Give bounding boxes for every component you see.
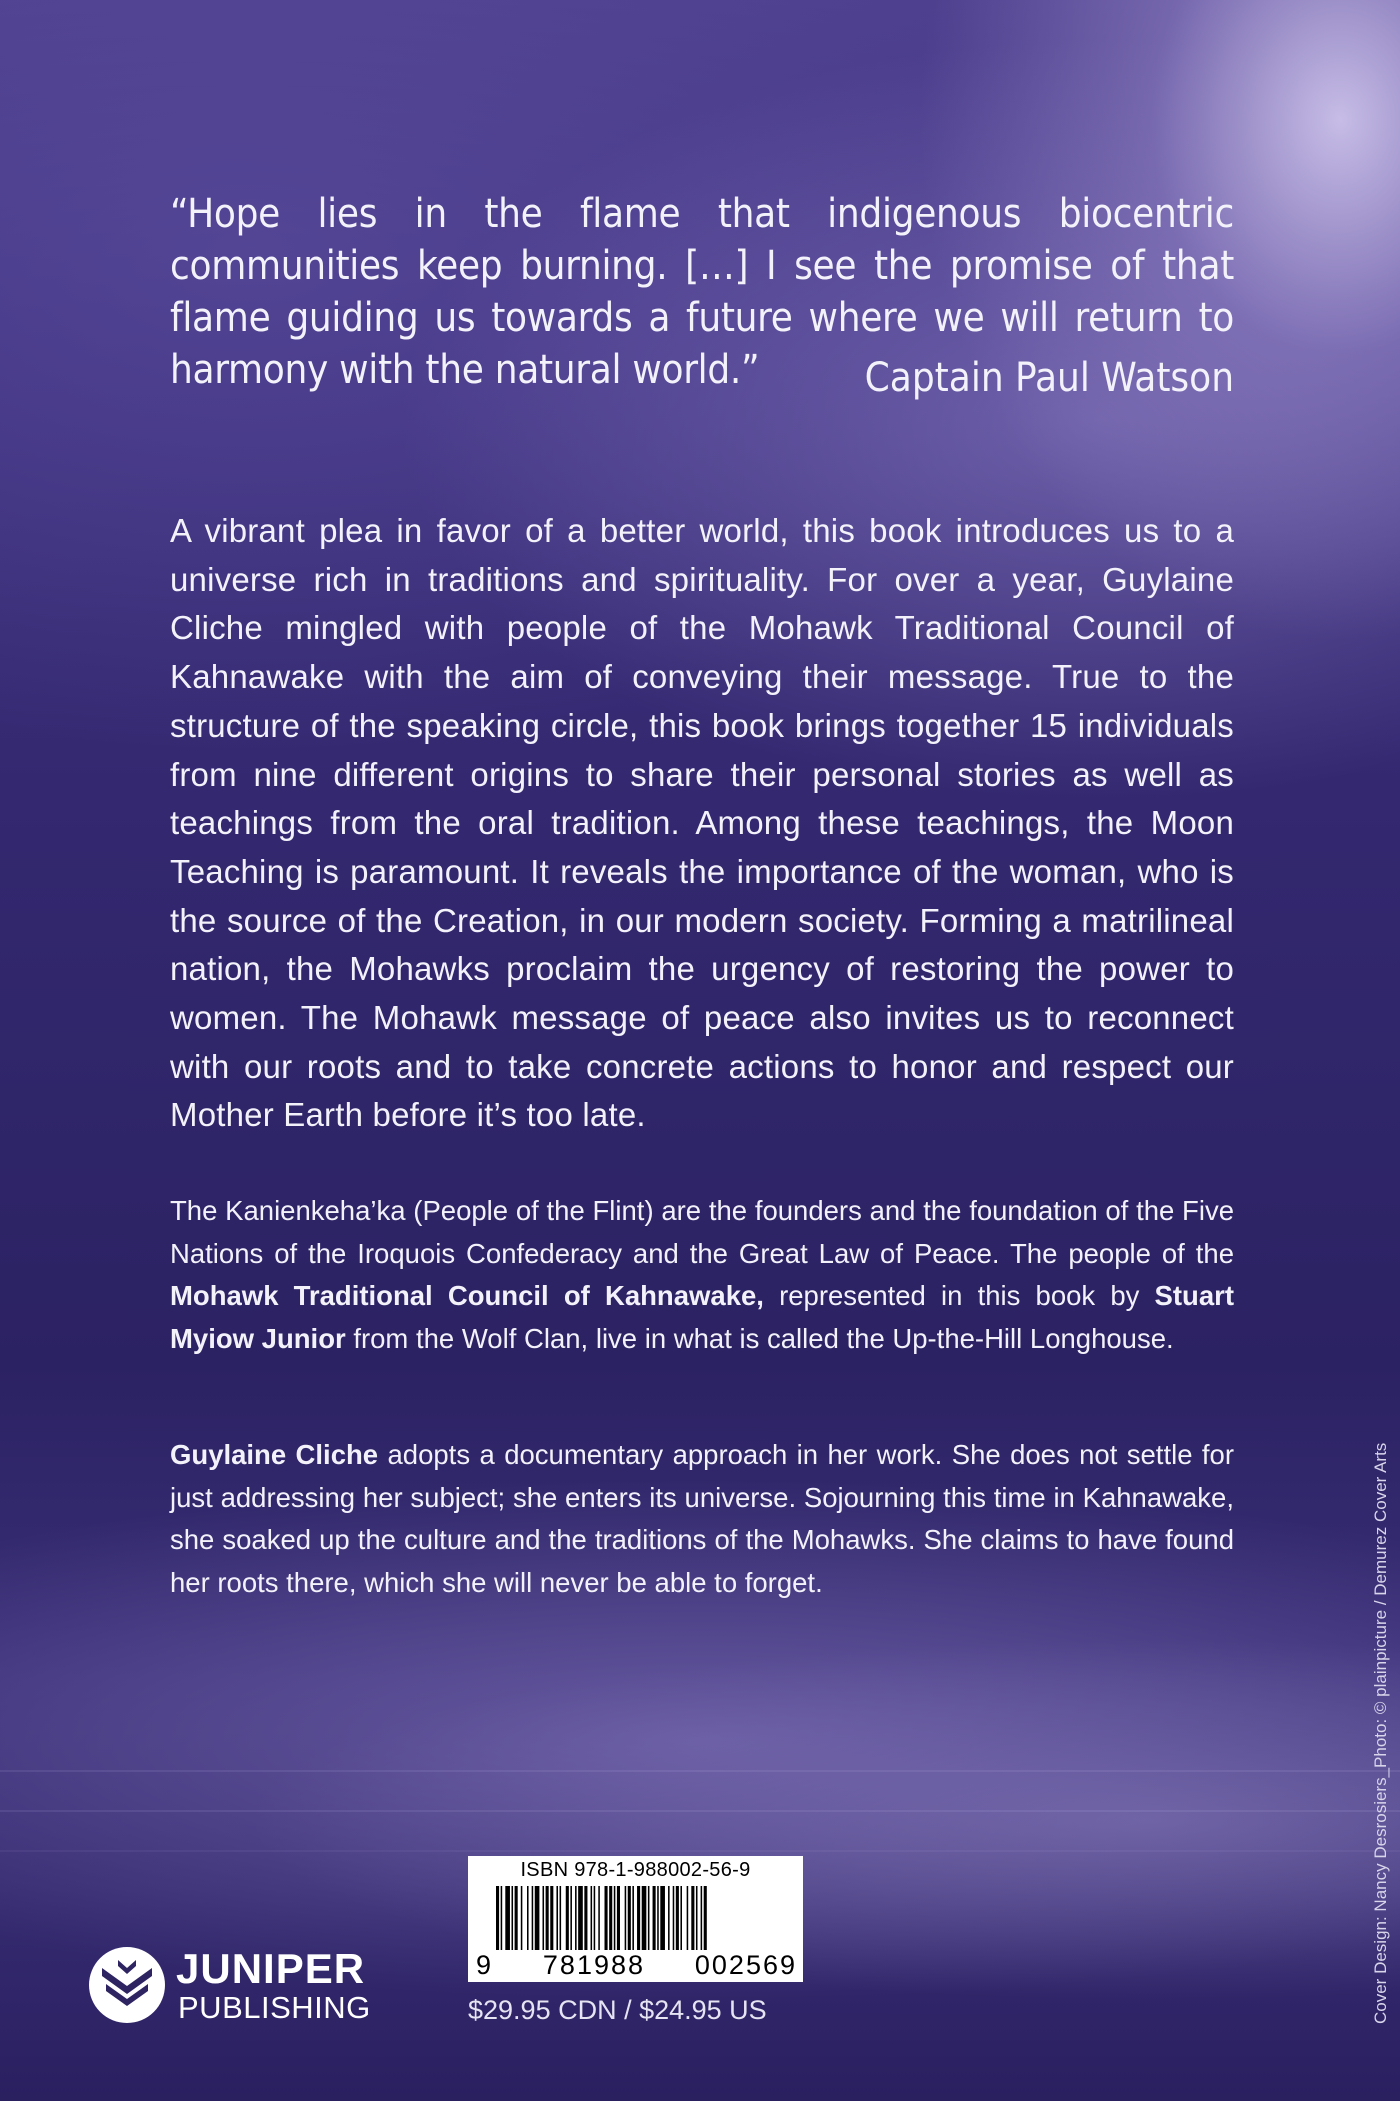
water-reflection — [0, 1770, 1400, 1772]
barcode-bar — [575, 1886, 577, 1950]
barcode-digits — [468, 1950, 803, 1981]
author-name: Guylaine Cliche — [170, 1439, 379, 1470]
isbn-number: ISBN 978-1-988002-56-9 — [520, 1859, 751, 1881]
representative-name: Stuart Myiow Junior — [170, 1280, 1234, 1354]
barcode-bar — [609, 1886, 612, 1950]
barcode-bar — [578, 1886, 583, 1950]
barcode-bar — [687, 1886, 689, 1950]
mohawk-text-part1: The Kanienkeha’ka (People of the Flint) are the founders and the foundation of the Five Nations of the Iroquois Confederacy and the Great Law of Peace. The people of the — [170, 1195, 1234, 1269]
endorsement-quote: “Hope lies in the flame that indigenous biocentric communities keep burning. […] I see the promise of that flame guiding us towards a future where we will return to harmony with the natural world.” — [170, 191, 1234, 393]
mohawk-council-paragraph — [170, 1190, 1234, 1360]
barcode-bar — [696, 1886, 698, 1950]
barcode-bar — [501, 1886, 503, 1950]
barcode-bar — [648, 1886, 650, 1950]
barcode-bars-icon — [496, 1886, 786, 1950]
publisher-name: JUNIPER — [176, 1945, 366, 1992]
barcode-bar — [505, 1886, 510, 1950]
mohawk-text-part3: from the Wolf Clan, live in what is called the Up-the-Hill Longhouse. — [345, 1322, 1174, 1354]
barcode-bar — [543, 1886, 545, 1950]
barcode-bar — [653, 1886, 656, 1950]
quote-author: Captain Paul Watson — [864, 355, 1234, 401]
mohawk-text-part2: represented in this book by — [763, 1280, 1155, 1311]
barcode-bar — [532, 1886, 534, 1950]
barcode-bar — [625, 1886, 627, 1950]
barcode-bar — [637, 1886, 640, 1950]
barcode-bar — [591, 1886, 593, 1950]
barcode-bar — [605, 1886, 608, 1950]
publisher-subtitle: PUBLISHING — [178, 1990, 371, 2025]
barcode-bar — [521, 1886, 523, 1950]
barcode-bar — [642, 1886, 647, 1950]
council-name: Mohawk Traditional Council of Kahnawake, — [170, 1280, 764, 1311]
barcode-bar — [556, 1886, 558, 1950]
barcode-bar — [527, 1886, 529, 1950]
barcode-bar — [550, 1886, 553, 1950]
barcode-bar — [617, 1886, 620, 1950]
barcode-bar — [676, 1886, 679, 1950]
barcode-bar — [566, 1886, 569, 1950]
barcode-bar — [673, 1886, 675, 1950]
barcode-digit-group-right: 002569 — [694, 1950, 797, 1980]
juniper-logo-icon — [88, 1946, 166, 2024]
barcode-digit-prefix: 9 — [476, 1950, 494, 1980]
barcode-bar — [628, 1886, 631, 1950]
barcode-bar — [614, 1886, 616, 1950]
barcode-bar — [668, 1886, 670, 1950]
publisher-logo-block — [88, 1946, 418, 2026]
barcode-bar — [535, 1886, 540, 1950]
author-paragraph — [170, 1434, 1234, 1604]
barcode-bar — [632, 1886, 634, 1950]
barcode-bar — [496, 1886, 499, 1950]
barcode-bar — [546, 1886, 549, 1950]
water-reflection — [0, 1810, 1400, 1812]
barcode-bar — [660, 1886, 665, 1950]
barcode-bar — [515, 1886, 518, 1950]
barcode-bar — [594, 1886, 596, 1950]
barcode-bar — [691, 1886, 694, 1950]
barcode-bar — [598, 1886, 600, 1950]
water-reflection — [0, 1850, 1400, 1852]
cover-credits: Cover Design: Nancy Desrosiers_Photo: © plainpicture / Demurez Cover Arts — [1371, 1442, 1390, 2024]
barcode-bar — [704, 1886, 707, 1950]
barcode-bar — [570, 1886, 572, 1950]
isbn-barcode — [468, 1856, 803, 1982]
barcode-bar — [560, 1886, 562, 1950]
barcode-digit-group-left: 781988 — [542, 1950, 646, 1980]
book-blurb: A vibrant plea in favor of a better world, this book introduces us to a universe rich in traditions and spirituality. For over a year, Guylaine Cliche mingled with people of the Mohawk Traditional Council of Kahnawake with the aim of conveying their message. True to the structure of the speaking circle, this book brings together 15 individuals from nine different origins to share their personal stories as well as teachings from the oral tradition. Among these teachings, the Moon Teaching is paramount. It reveals the importance of the woman, who is the source of the Creation, in our modern society. Forming a matrilineal nation, the Mohawks proclaim the urgency of restoring the power to women. The Mohawk message of peace also invites us to reconnect with our roots and to take concrete actions to honor and respect our Mother Earth before it’s too late. — [170, 512, 1234, 1134]
barcode-bar — [701, 1886, 703, 1950]
author-bio-text: adopts a documentary approach in her work. She does not settle for just addressing her subject; she enters its universe. Sojourning this time in Kahnawake, she soaked up the culture and the traditions of the Mohawks. She claims to have found her roots there, which she will never be able to forget. — [170, 1439, 1234, 1598]
barcode-bar — [584, 1886, 587, 1950]
barcode-bar — [512, 1886, 514, 1950]
barcode-bar — [680, 1886, 682, 1950]
barcode-bar — [657, 1886, 659, 1950]
price: $29.95 CDN / $24.95 US — [468, 1995, 767, 2025]
